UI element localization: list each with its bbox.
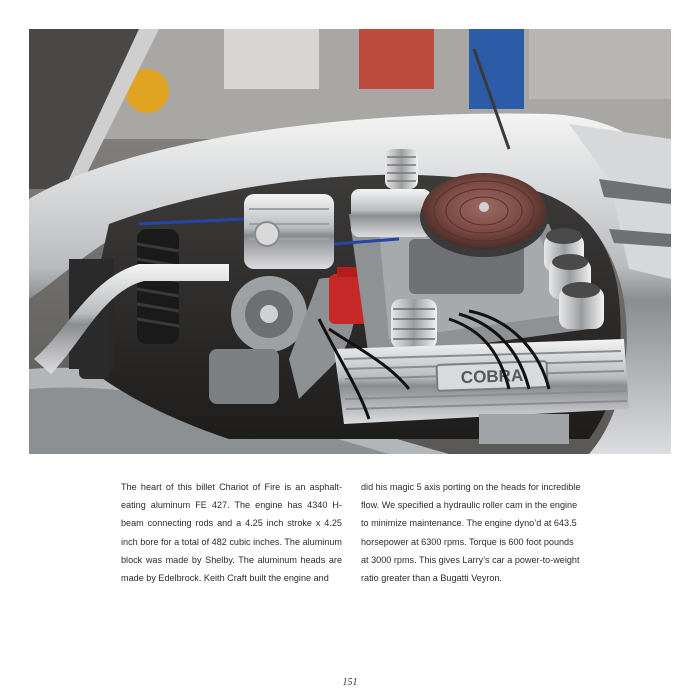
paragraph-left: The heart of this billet Chariot of Fire is an asphalt-eating aluminum FE 427. The engine has 4340 H-beam connecting rods and a 4.25 inch stroke x 4.25 inch bore for a total of 482 cubic inches. The aluminum block was made by Shelby. The aluminum heads are made by Edelbrock. Keith Craft built the engine and	[121, 482, 342, 584]
engine-illustration	[29, 29, 671, 454]
paragraph-right: did his magic 5 axis porting on the heads for incredible flow. We specified a hydraulic roller cam in the engine to minimize maintenance. The engine dyno’d at 643.5 horsepower at 6300 rpms. Torque is 600 foot pounds at 3000 rpms. This gives Larry’s car a power-to-weight ratio greater than a Bugatti Veyron.	[361, 482, 581, 584]
engine-photo	[29, 29, 671, 454]
body-text	[121, 478, 582, 587]
valve-cover-lettering: COBRA	[460, 365, 524, 388]
page-number: 151	[342, 677, 358, 688]
